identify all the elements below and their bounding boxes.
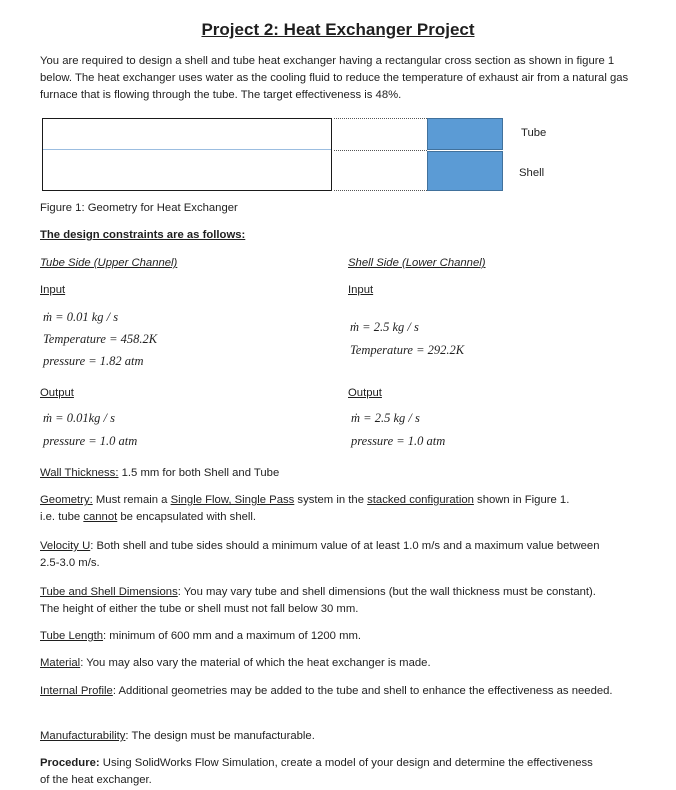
manufacturability-constraint xyxy=(40,728,630,745)
intro-paragraph: You are required to design a shell and tube heat exchanger having a rectangular cross section as shown in figure 1 below. The heat exchanger uses water as the cooling fluid to reduce the temperature of exhaust air from a natural gas furnace that is flowing through the tube. The target effectiveness is 48%. xyxy=(40,55,629,101)
shell-color-block xyxy=(427,151,503,191)
tube-mass-flow-input: ṁ = 0.01 kg / s xyxy=(43,310,119,324)
tube-mass-flow-output: ṁ = 0.01kg / s xyxy=(43,411,115,425)
geometry-label: Geometry: xyxy=(40,494,93,506)
procedure-paragraph xyxy=(40,755,600,789)
shell-pressure-output: pressure = 1.0 atm xyxy=(351,434,446,448)
wall-thickness-label: Wall Thickness: xyxy=(40,467,119,479)
document-title: Project 2: Heat Exchanger Project xyxy=(201,20,475,39)
leader-line xyxy=(334,118,427,119)
tube-color-block xyxy=(427,118,503,150)
internal-profile-constraint xyxy=(40,683,620,700)
tube-shell-divider xyxy=(43,149,331,150)
dimensions-label: Tube and Shell Dimensions xyxy=(40,586,178,598)
constraints-heading: The design constraints are as follows: xyxy=(40,229,246,241)
tube-length-text: : minimum of 600 mm and a maximum of 1200 mm. xyxy=(103,630,362,642)
material-text: : You may also vary the material of which the heat exchanger is made. xyxy=(80,657,431,669)
geometry-text: i.e. tube xyxy=(40,511,84,523)
wall-thickness-text: 1.5 mm for both Shell and Tube xyxy=(118,467,280,479)
shell-input-label: Input xyxy=(348,284,374,296)
shell-side-heading: Shell Side (Lower Channel) xyxy=(348,257,486,269)
internal-profile-label: Internal Profile xyxy=(40,685,113,697)
shell-mass-flow-input: ṁ = 2.5 kg / s xyxy=(350,320,419,334)
material-constraint xyxy=(40,655,630,672)
dimensions-text: : You may vary tube and shell dimensions (but the wall thickness must be constant). The height of either the tube or shell must not fall below 30 mm. xyxy=(40,586,596,615)
geometry-constraint xyxy=(40,492,640,526)
tube-pressure-input: pressure = 1.82 atm xyxy=(43,354,144,368)
tube-output-label: Output xyxy=(40,387,74,399)
shell-output-label: Output xyxy=(348,387,382,399)
wall-thickness-constraint xyxy=(40,465,630,482)
geometry-text: shown in Figure 1. xyxy=(473,494,570,506)
tube-label: Tube xyxy=(521,127,547,139)
leader-line xyxy=(334,190,427,191)
procedure-text: Using SolidWorks Flow Simulation, create a model of your design and determine the effectiveness of the heat exchanger. xyxy=(40,757,593,786)
tube-pressure-output: pressure = 1.0 atm xyxy=(43,434,138,448)
shell-temperature-input: Temperature = 292.2K xyxy=(350,343,465,357)
velocity-label: Velocity U xyxy=(40,540,91,552)
geometry-text: system in the xyxy=(294,494,368,506)
figure-caption: Figure 1: Geometry for Heat Exchanger xyxy=(40,202,238,214)
tube-length-label: Tube Length xyxy=(40,630,104,642)
internal-profile-text: : Additional geometries may be added to the tube and shell to enhance the effectiveness as needed. xyxy=(112,685,613,697)
cross-section-rectangle xyxy=(42,118,332,191)
tube-input-label: Input xyxy=(40,284,66,296)
velocity-text: : Both shell and tube sides should a minimum value of at least 1.0 m/s and a maximum value between 2.5-3.0 m/s. xyxy=(40,540,600,569)
cannot-term: cannot xyxy=(83,511,118,523)
shell-mass-flow-output: ṁ = 2.5 kg / s xyxy=(351,411,420,425)
velocity-constraint xyxy=(40,538,620,572)
tube-temperature-input: Temperature = 458.2K xyxy=(43,332,158,346)
leader-line xyxy=(334,150,427,151)
manufacturability-label: Manufacturability xyxy=(40,730,126,742)
geometry-text: Must remain a xyxy=(92,494,171,506)
geometry-text: be encapsulated with shell. xyxy=(117,511,257,523)
single-flow-term: Single Flow, Single Pass xyxy=(170,494,295,506)
tube-side-heading: Tube Side (Upper Channel) xyxy=(40,257,178,269)
material-label: Material xyxy=(40,657,81,669)
manufacturability-text: : The design must be manufacturable. xyxy=(125,730,315,742)
stacked-configuration-term: stacked configuration xyxy=(367,494,474,506)
procedure-label: Procedure: xyxy=(40,757,100,769)
shell-label: Shell xyxy=(519,167,545,179)
dimensions-constraint xyxy=(40,584,610,618)
tube-length-constraint xyxy=(40,628,630,645)
